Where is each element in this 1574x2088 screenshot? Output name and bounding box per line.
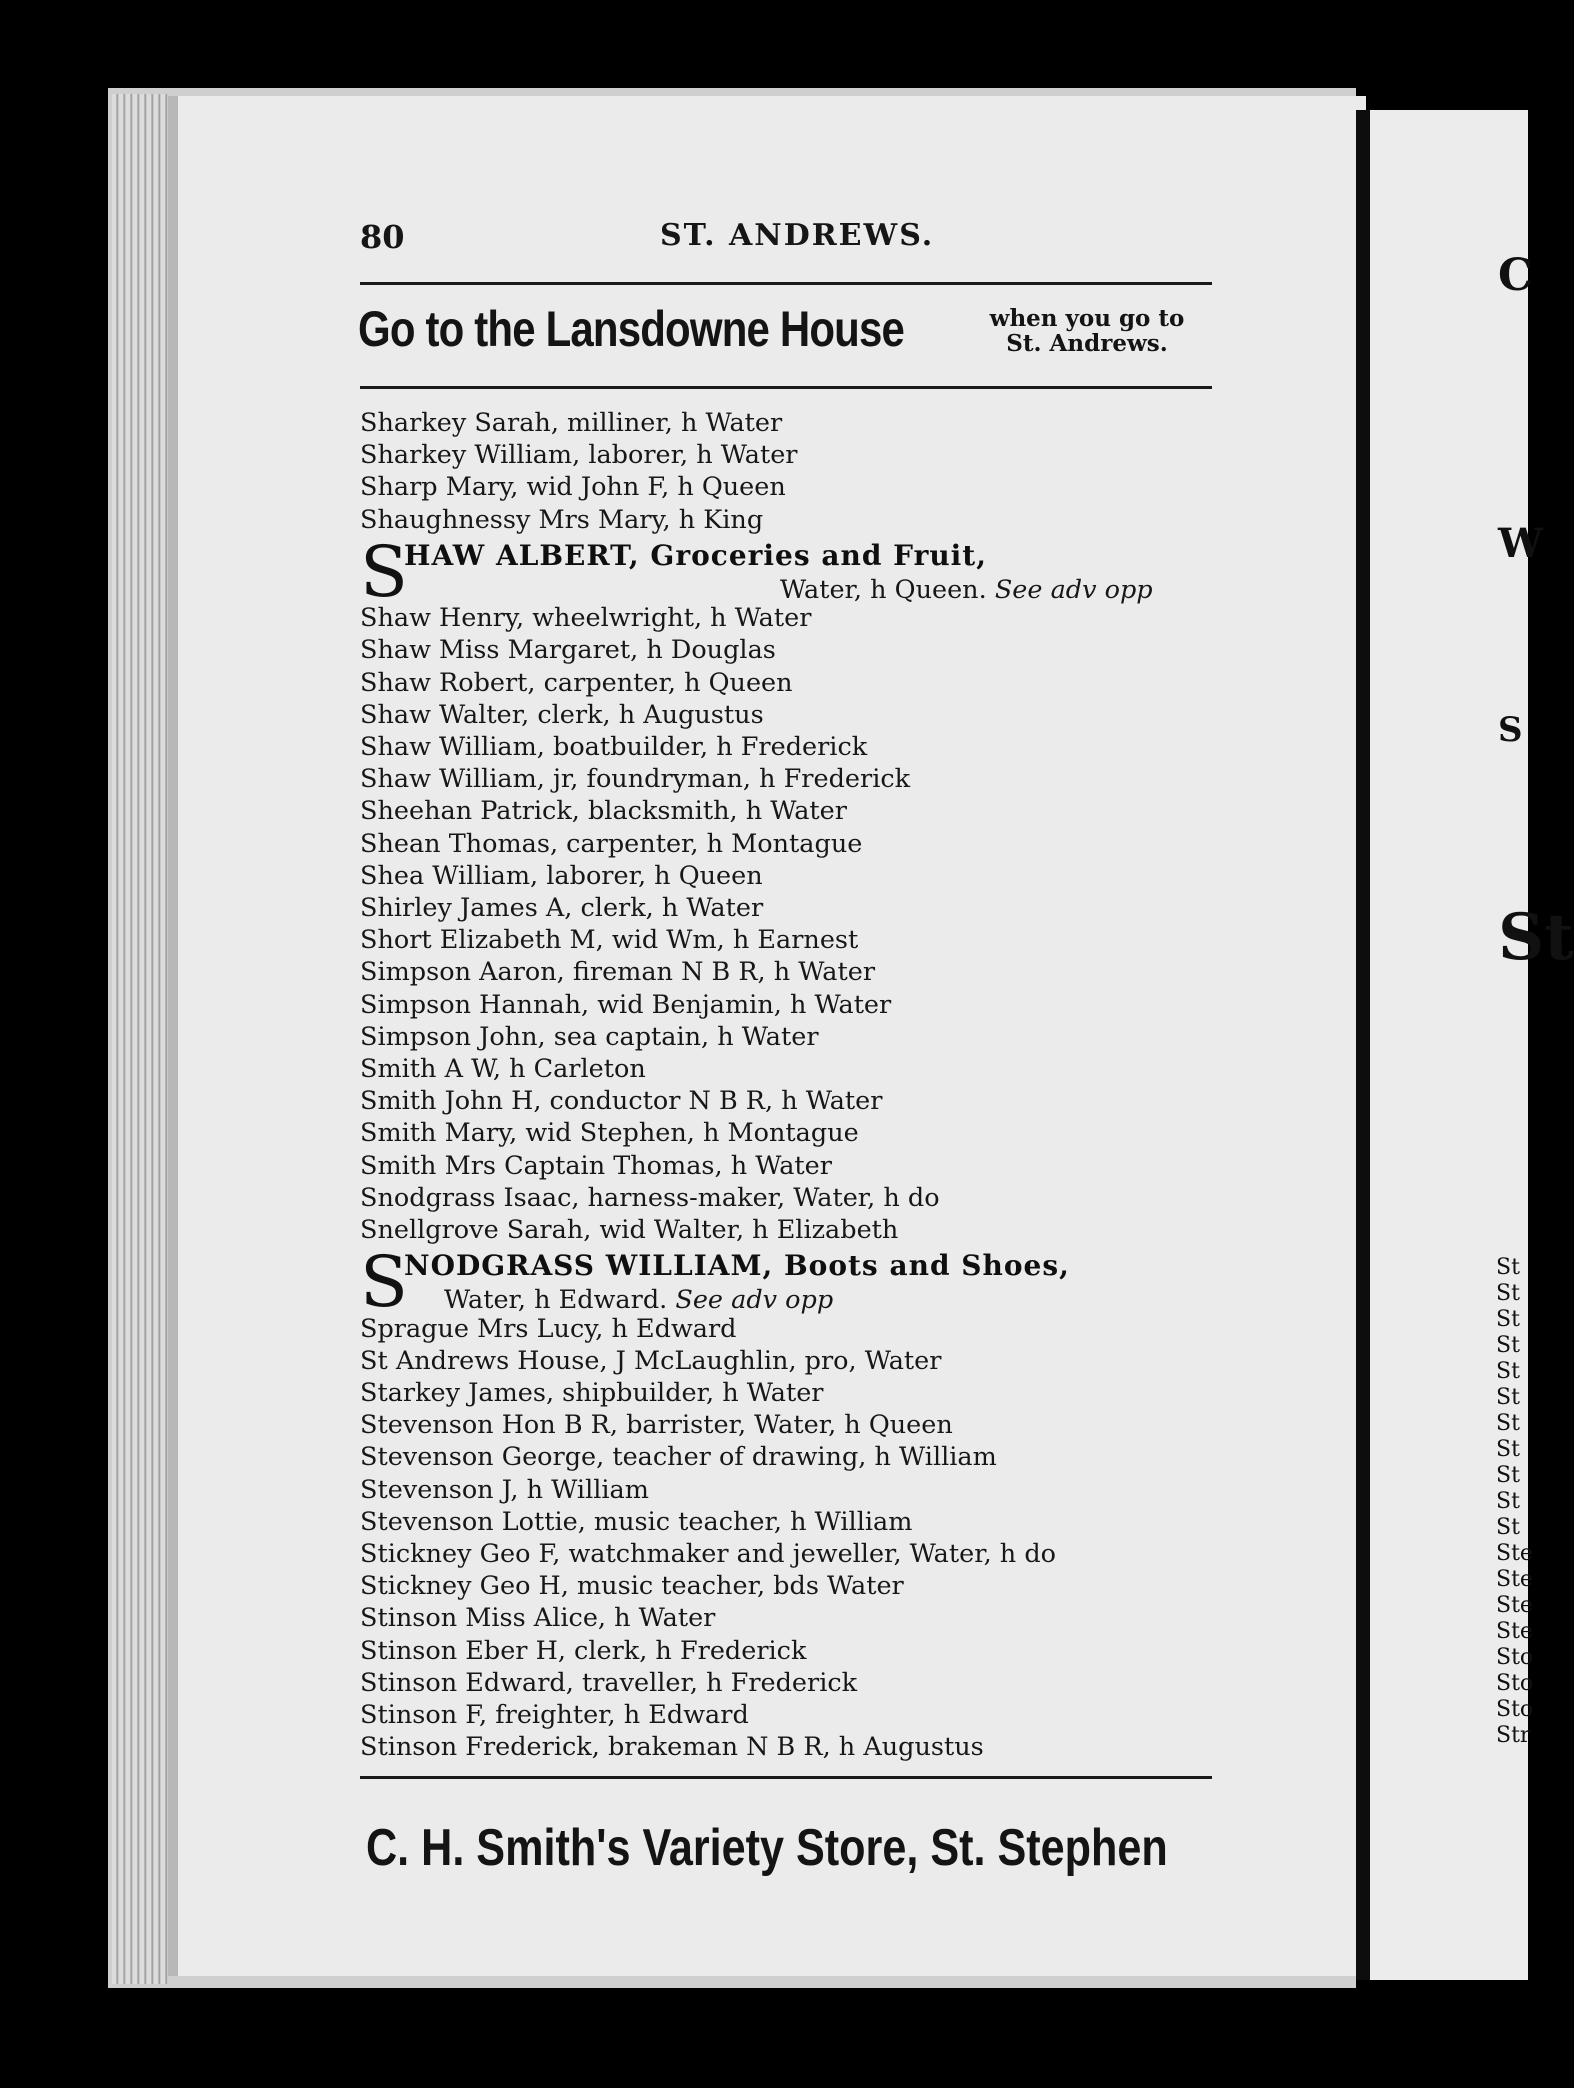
facing-page-fragment: W <box>1498 520 1543 567</box>
facing-page-fragment: St <box>1496 1281 1520 1306</box>
facing-page-fragment: Ste <box>1496 1593 1533 1618</box>
directory-entry: Simpson John, sea captain, h Water <box>360 1021 819 1052</box>
featured-entry-detail <box>444 1285 833 1315</box>
banner-rule <box>360 386 1212 389</box>
directory-entry: Snodgrass Isaac, harness-maker, Water, h do <box>360 1182 940 1213</box>
facing-page <box>1370 110 1574 1980</box>
featured-entry-address: Water, h Queen. <box>780 574 987 605</box>
directory-entry: Stevenson Lottie, music teacher, h William <box>360 1506 913 1537</box>
drop-cap: S <box>360 530 408 613</box>
directory-entry: Smith Mary, wid Stephen, h Montague <box>360 1118 859 1149</box>
directory-entry: Stevenson J, h William <box>360 1474 649 1505</box>
facing-page-fragment: St <box>1496 1515 1520 1540</box>
facing-page-fragment: St <box>1496 1437 1520 1462</box>
page-number: 80 <box>360 218 405 256</box>
facing-page-fragment: St <box>1496 1385 1520 1410</box>
directory-entry: Shaughnessy Mrs Mary, h King <box>360 504 764 535</box>
facing-page-fragment: S <box>1498 710 1523 750</box>
page-edges <box>112 94 168 1984</box>
featured-directory-entry <box>360 530 1230 613</box>
directory-entry: Sharkey Sarah, milliner, h Water <box>360 408 783 438</box>
directory-entry: Shirley James A, clerk, h Water <box>360 893 764 923</box>
directory-entry: Stinson Eber H, clerk, h Frederick <box>360 1635 807 1666</box>
directory-entry: Shaw Walter, clerk, h Augustus <box>360 699 764 730</box>
directory-entry: Shaw Robert, carpenter, h Queen <box>360 667 793 698</box>
page-header <box>360 218 1215 264</box>
directory-entry: Smith A W, h Carleton <box>360 1054 646 1084</box>
drop-cap: S <box>360 1241 408 1324</box>
directory-entry: Stickney Geo F, watchmaker and jeweller, Water, h do <box>360 1539 1056 1569</box>
directory-entry: Starkey James, shipbuilder, h Water <box>360 1378 824 1408</box>
directory-entry: Simpson Aaron, fireman N B R, h Water <box>360 957 876 988</box>
facing-page-fragment: St <box>1496 1255 1520 1280</box>
directory-entry: Stinson Miss Alice, h Water <box>360 1603 716 1634</box>
directory-entry: Stinson F, freighter, h Edward <box>360 1700 749 1730</box>
directory-entry: Sheehan Patrick, blacksmith, h Water <box>360 796 847 827</box>
facing-page-fragment: St <box>1496 1333 1520 1358</box>
smith-variety-store-ad: C. H. Smith's Variety Store, St. Stephen <box>366 1819 1168 1877</box>
facing-page-fragment: Sto <box>1496 1645 1534 1670</box>
directory-entry: Stinson Edward, traveller, h Frederick <box>360 1667 858 1698</box>
see-advertisement-note: See adv opp <box>994 574 1153 605</box>
directory-entry: Shaw Henry, wheelwright, h Water <box>360 603 812 634</box>
featured-entry-title: HAW ALBERT, Groceries and Fruit, <box>404 538 987 572</box>
facing-page-fragment: Sto <box>1496 1697 1534 1722</box>
featured-entry-title: NODGRASS WILLIAM, Boots and Shoes, <box>404 1249 1070 1283</box>
header-rule <box>360 282 1212 285</box>
see-advertisement-note: See adv opp <box>675 1285 834 1316</box>
facing-page-fragment: St <box>1496 1307 1520 1332</box>
facing-page-fragment: Str <box>1496 1723 1531 1748</box>
directory-entry: Stevenson Hon B R, barrister, Water, h Queen <box>360 1410 953 1441</box>
directory-entry: Smith Mrs Captain Thomas, h Water <box>360 1150 832 1181</box>
banner-side-text <box>962 306 1212 356</box>
directory-entry: Sprague Mrs Lucy, h Edward <box>360 1313 737 1344</box>
banner-side-line-1: when you go to <box>989 305 1185 332</box>
featured-directory-entry <box>360 1241 1230 1324</box>
facing-page-fragment: Ste <box>1496 1619 1533 1644</box>
directory-entry: Sharkey William, laborer, h Water <box>360 440 798 471</box>
facing-page-fragment: St <box>1496 1359 1520 1384</box>
facing-page-fragment: C <box>1498 250 1534 301</box>
directory-entry: Smith John H, conductor N B R, h Water <box>360 1086 883 1117</box>
running-head: ST. ANDREWS. <box>660 218 935 253</box>
directory-entry: St Andrews House, J McLaughlin, pro, Water <box>360 1345 942 1376</box>
directory-entry: Simpson Hannah, wid Benjamin, h Water <box>360 989 892 1020</box>
facing-page-fragment: St <box>1496 1489 1520 1514</box>
facing-page-fragment: St <box>1496 1411 1520 1436</box>
directory-entry: Sharp Mary, wid John F, h Queen <box>360 472 786 503</box>
lansdowne-house-ad <box>358 300 1218 372</box>
directory-entry: Shean Thomas, carpenter, h Montague <box>360 828 863 859</box>
featured-entry-detail <box>780 575 1153 605</box>
featured-entry-address: Water, h Edward. <box>444 1285 668 1316</box>
footer-rule <box>360 1776 1212 1779</box>
facing-page-fragment: Ste <box>1496 1567 1533 1592</box>
book-gutter <box>1356 110 1370 1980</box>
directory-entry: Shaw Miss Margaret, h Douglas <box>360 635 776 666</box>
directory-entry: Snellgrove Sarah, wid Walter, h Elizabeth <box>360 1215 899 1245</box>
directory-entry: Shaw William, jr, foundryman, h Frederick <box>360 764 911 795</box>
directory-entry: Short Elizabeth M, wid Wm, h Earnest <box>360 925 859 956</box>
directory-entry: Stickney Geo H, music teacher, bds Water <box>360 1571 904 1602</box>
facing-page-fragment: St <box>1496 1463 1520 1488</box>
facing-page-fragment: Ste <box>1496 1541 1533 1566</box>
banner-main-text: Go to the Lansdowne House <box>358 301 905 357</box>
directory-entry: Shea William, laborer, h Queen <box>360 860 763 891</box>
facing-page-fragment: Sto <box>1496 1671 1534 1696</box>
banner-side-line-2: St. Andrews. <box>1006 330 1168 357</box>
directory-entry: Stinson Frederick, brakeman N B R, h Augustus <box>360 1732 984 1763</box>
facing-page-fragment: St <box>1498 900 1574 975</box>
directory-entry: Shaw William, boatbuilder, h Frederick <box>360 732 868 762</box>
directory-entry: Stevenson George, teacher of drawing, h William <box>360 1442 997 1473</box>
